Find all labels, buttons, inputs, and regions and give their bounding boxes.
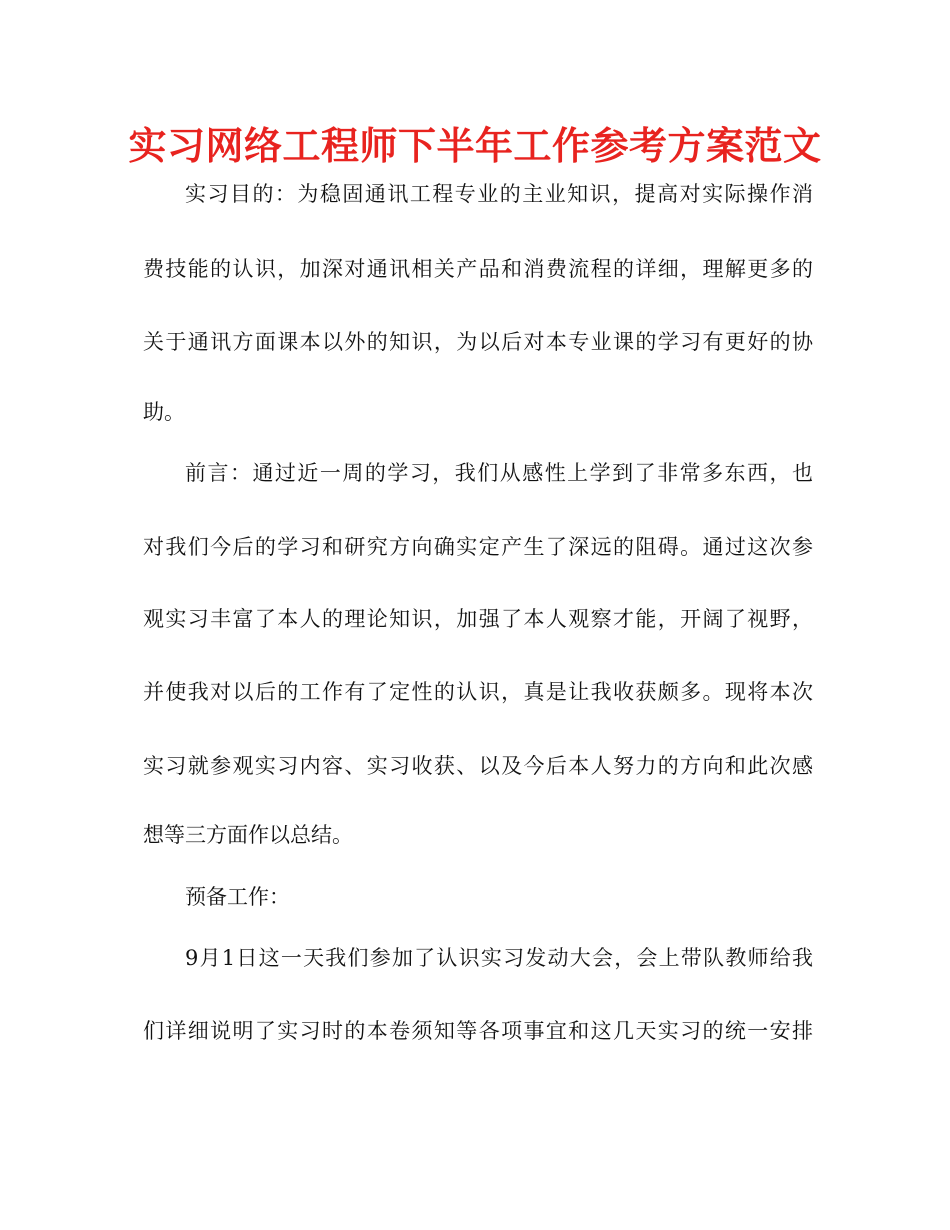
paragraph-preface-line-1: 前言：通过近一周的学习，我们从感性上学到了非常多东西，也 <box>185 461 813 485</box>
paragraph-purpose-line-1: 实习目的：为稳固通讯工程专业的主业知识，提高对实际操作消 <box>185 182 813 206</box>
paragraph-preface-line-2: 对我们今后的学习和研究方向确实定产生了深远的阻碍。通过这次参 <box>143 535 813 559</box>
paragraph-preparation-line-1: 9月1日这一天我们参加了认识实习发动大会，会上带队教师给我 <box>185 946 813 970</box>
document-title: 实习网络工程师下半年工作参考方案范文 <box>128 124 822 168</box>
paragraph-purpose-line-3: 关于通讯方面课本以外的知识，为以后对本专业课的学习有更好的协 <box>143 330 813 354</box>
paragraph-preface-line-6: 想等三方面作以总结。 <box>143 823 353 847</box>
paragraph-preparation-line-2: 们详细说明了实习时的本卷须知等各项事宜和这几天实习的统一安排 <box>143 1019 813 1043</box>
paragraph-purpose-line-2: 费技能的认识，加深对通讯相关产品和消费流程的详细，理解更多的 <box>143 257 813 281</box>
paragraph-purpose-line-4: 助。 <box>143 400 185 424</box>
paragraph-preface-line-4: 并使我对以后的工作有了定性的认识，真是让我收获颇多。现将本次 <box>143 680 813 704</box>
paragraph-preface-line-5: 实习就参观实习内容、实习收获、以及今后本人努力的方向和此次感 <box>143 754 813 778</box>
section-heading-preparation: 预备工作： <box>185 885 290 909</box>
paragraph-preface-line-3: 观实习丰富了本人的理论知识，加强了本人观察才能，开阔了视野， <box>143 607 813 631</box>
